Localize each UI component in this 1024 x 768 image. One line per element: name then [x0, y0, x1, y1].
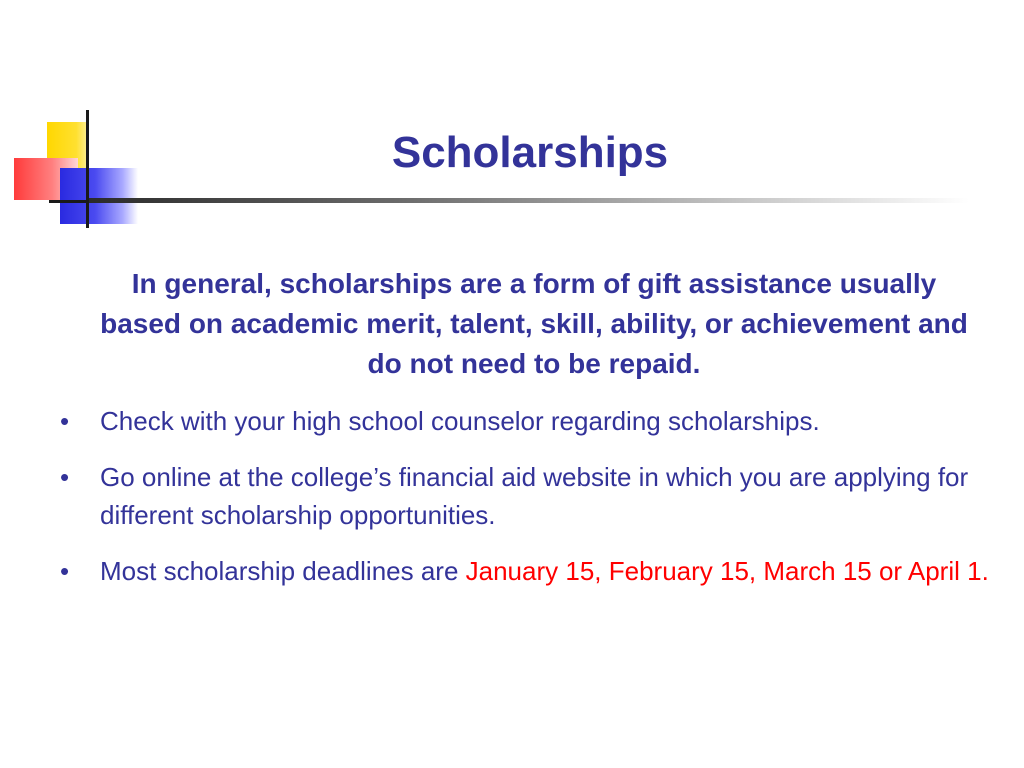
- intro-paragraph: In general, scholarships are a form of gift assistance usually based on academic merit, talent, skill, ability, or achievement and do not need to be repaid.: [100, 268, 968, 379]
- bullet-dot: •: [60, 406, 70, 436]
- bullet-dot: •: [60, 556, 70, 586]
- bullet-list: [58, 402, 998, 608]
- bullet-item-counselor: [58, 402, 998, 440]
- bullet-dot: •: [60, 462, 70, 492]
- blue-square-decoration: [60, 168, 138, 224]
- bullet-text: Most scholarship deadlines are: [100, 556, 466, 586]
- vertical-line-decoration: [86, 110, 89, 228]
- bullet-item-deadlines: [58, 552, 998, 590]
- corner-decoration: [0, 0, 200, 240]
- bullet-text: Go online at the college’s financial aid website in which you are applying for different scholarship opportunities.: [100, 462, 969, 530]
- bullet-text: Check with your high school counselor regarding scholarships.: [100, 406, 820, 436]
- bullet-item-online: [58, 458, 998, 534]
- title-underline: [89, 198, 969, 203]
- deadline-dates: January 15, February 15, March 15 or April 1.: [465, 556, 989, 586]
- slide-title: Scholarships: [391, 128, 669, 177]
